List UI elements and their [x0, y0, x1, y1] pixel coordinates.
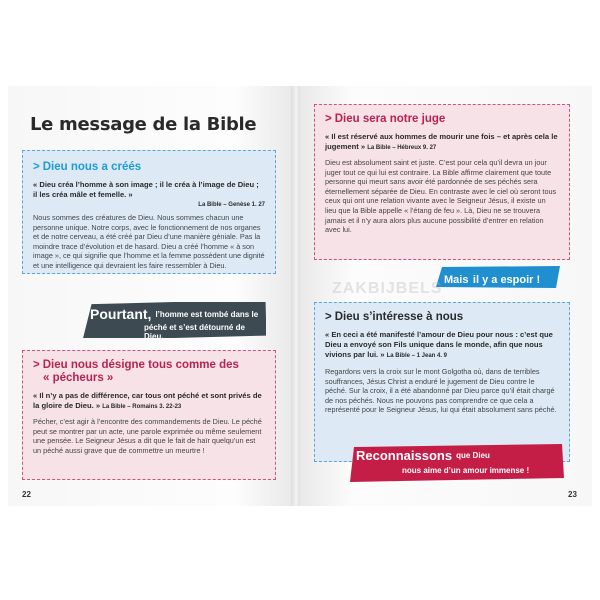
- page-number-right: 23: [568, 490, 577, 499]
- bible-reference: La Bible – Hébreux 9. 27: [367, 145, 437, 151]
- section-body: Regardons vers la croix sur le mont Golgotha où, dans de terribles souffrances, Jésus Christ a enduré le jugement de Dieu contre le péché. Sur la croix, il a été abandonné par Dieu parce qu’il était chargé de nos péchés. Nous ne pouvons pas comprendre ce que cela a représenté pour le Seigneur Jésus, lui qui était absolument sans péché.: [325, 367, 557, 415]
- section-body: Dieu est absolument saint et juste. C’est pour cela qu’il devra un jour juger tout ce qui lui est contraire. La Bible affirme clairement que toute personne qui meurt sans avoir été pardonnée de ses péchés sera éternellement séparée de Dieu. En contraste avec le ciel où seront tous ceux qui ont une relation vivante avec le Seigneur Jésus, il existe un lieu que la Bible appelle « l’étang de feu ». Là, Dieu ne se trouvera jamais et il n’y aura alors plus aucune possibilité d’entrer en relation avec lui.: [325, 158, 557, 235]
- bible-reference: La Bible – 1 Jean 4. 9: [386, 353, 448, 359]
- bible-quote: « En ceci a été manifesté l’amour de Dieu pour nous : c’est que Dieu a envoyé son Fils unique dans le monde, afin que nous vivions par lui. » La Bible – 1 Jean 4. 9: [325, 330, 553, 359]
- chevron-right-icon: >: [33, 161, 40, 173]
- chevron-right-icon: >: [325, 113, 332, 125]
- section-body: Pécher, c’est agir à l’encontre des commandements de Dieu. Le péché peut se montrer par un acte, une parole exprimée ou même seulement une pensée. Le Seigneur Jésus a dit que le fait de haïr quelqu’un est un péché aussi grave que de commettre un meurtre !: [33, 417, 262, 455]
- section-created-by-god: [22, 150, 276, 274]
- banner-text-2: il y a espoir !: [472, 274, 541, 286]
- section-heading: > Dieu s’intéresse à nous: [325, 311, 464, 323]
- section-heading: > Dieu sera notre juge: [325, 113, 446, 125]
- page-number-left: 22: [22, 490, 31, 499]
- section-heading: > Dieu nous désigne tous comme des: [33, 359, 239, 371]
- banner-big-text: Reconnaissons: [356, 448, 453, 463]
- section-god-cares: [314, 302, 570, 462]
- banner-big-text: Pourtant,: [90, 306, 152, 322]
- banner-small-text: l’homme est tombé dans le: [155, 309, 259, 319]
- section-sinners: [22, 350, 276, 480]
- section-god-judge: [314, 104, 570, 260]
- page-title: Le message de la Bible: [30, 114, 257, 135]
- banner-small-text-2: péché et s’est détourné de Dieu.: [144, 323, 245, 341]
- bible-quote: « Dieu créa l’homme à son image ; il le créa à l’image de Dieu ; il les créa mâle et femelle. »: [33, 180, 259, 199]
- chevron-right-icon: >: [33, 359, 40, 371]
- bible-reference: La Bible – Romains 3. 22-23: [102, 404, 182, 410]
- watermark: ZAKBIJBELS: [332, 280, 443, 297]
- banner-recognize: [350, 444, 564, 482]
- banner-small-text-2: nous aime d’un amour immense !: [402, 466, 530, 475]
- section-heading-line2: « pécheurs »: [43, 372, 114, 384]
- section-heading: > Dieu nous a créés: [33, 161, 142, 173]
- bible-quote: « Il n’y a pas de différence, car tous ont péché et sont privés de la gloire de Dieu. » La Bible – Romains 3. 22-23: [33, 391, 262, 410]
- banner-however: [82, 302, 266, 341]
- banner-small-text: que Dieu: [456, 451, 490, 460]
- section-body: Nous sommes des créatures de Dieu. Nous sommes chacun une personne unique. Notre corps, avec le fonctionnement de nos organes et de notre cerveau, a été créé par Dieu d’une manière géniale. Pas la moindre trace d’évolution et de hasard. Dieu a créé l’homme « à son image », ce qui signifie que l’homme et la femme possèdent une dignité et une intelligence qui devraient les faire ressembler à Dieu.: [33, 213, 265, 270]
- banner-hope: [436, 266, 560, 288]
- bible-reference: La Bible – Genèse 1. 27: [198, 202, 265, 208]
- banner-text: Mais: [444, 274, 469, 286]
- chevron-right-icon: >: [325, 311, 332, 323]
- bible-quote: « Il est réservé aux hommes de mourir une fois – et après cela le jugement » La Bible – Hébreux 9. 27: [325, 132, 558, 151]
